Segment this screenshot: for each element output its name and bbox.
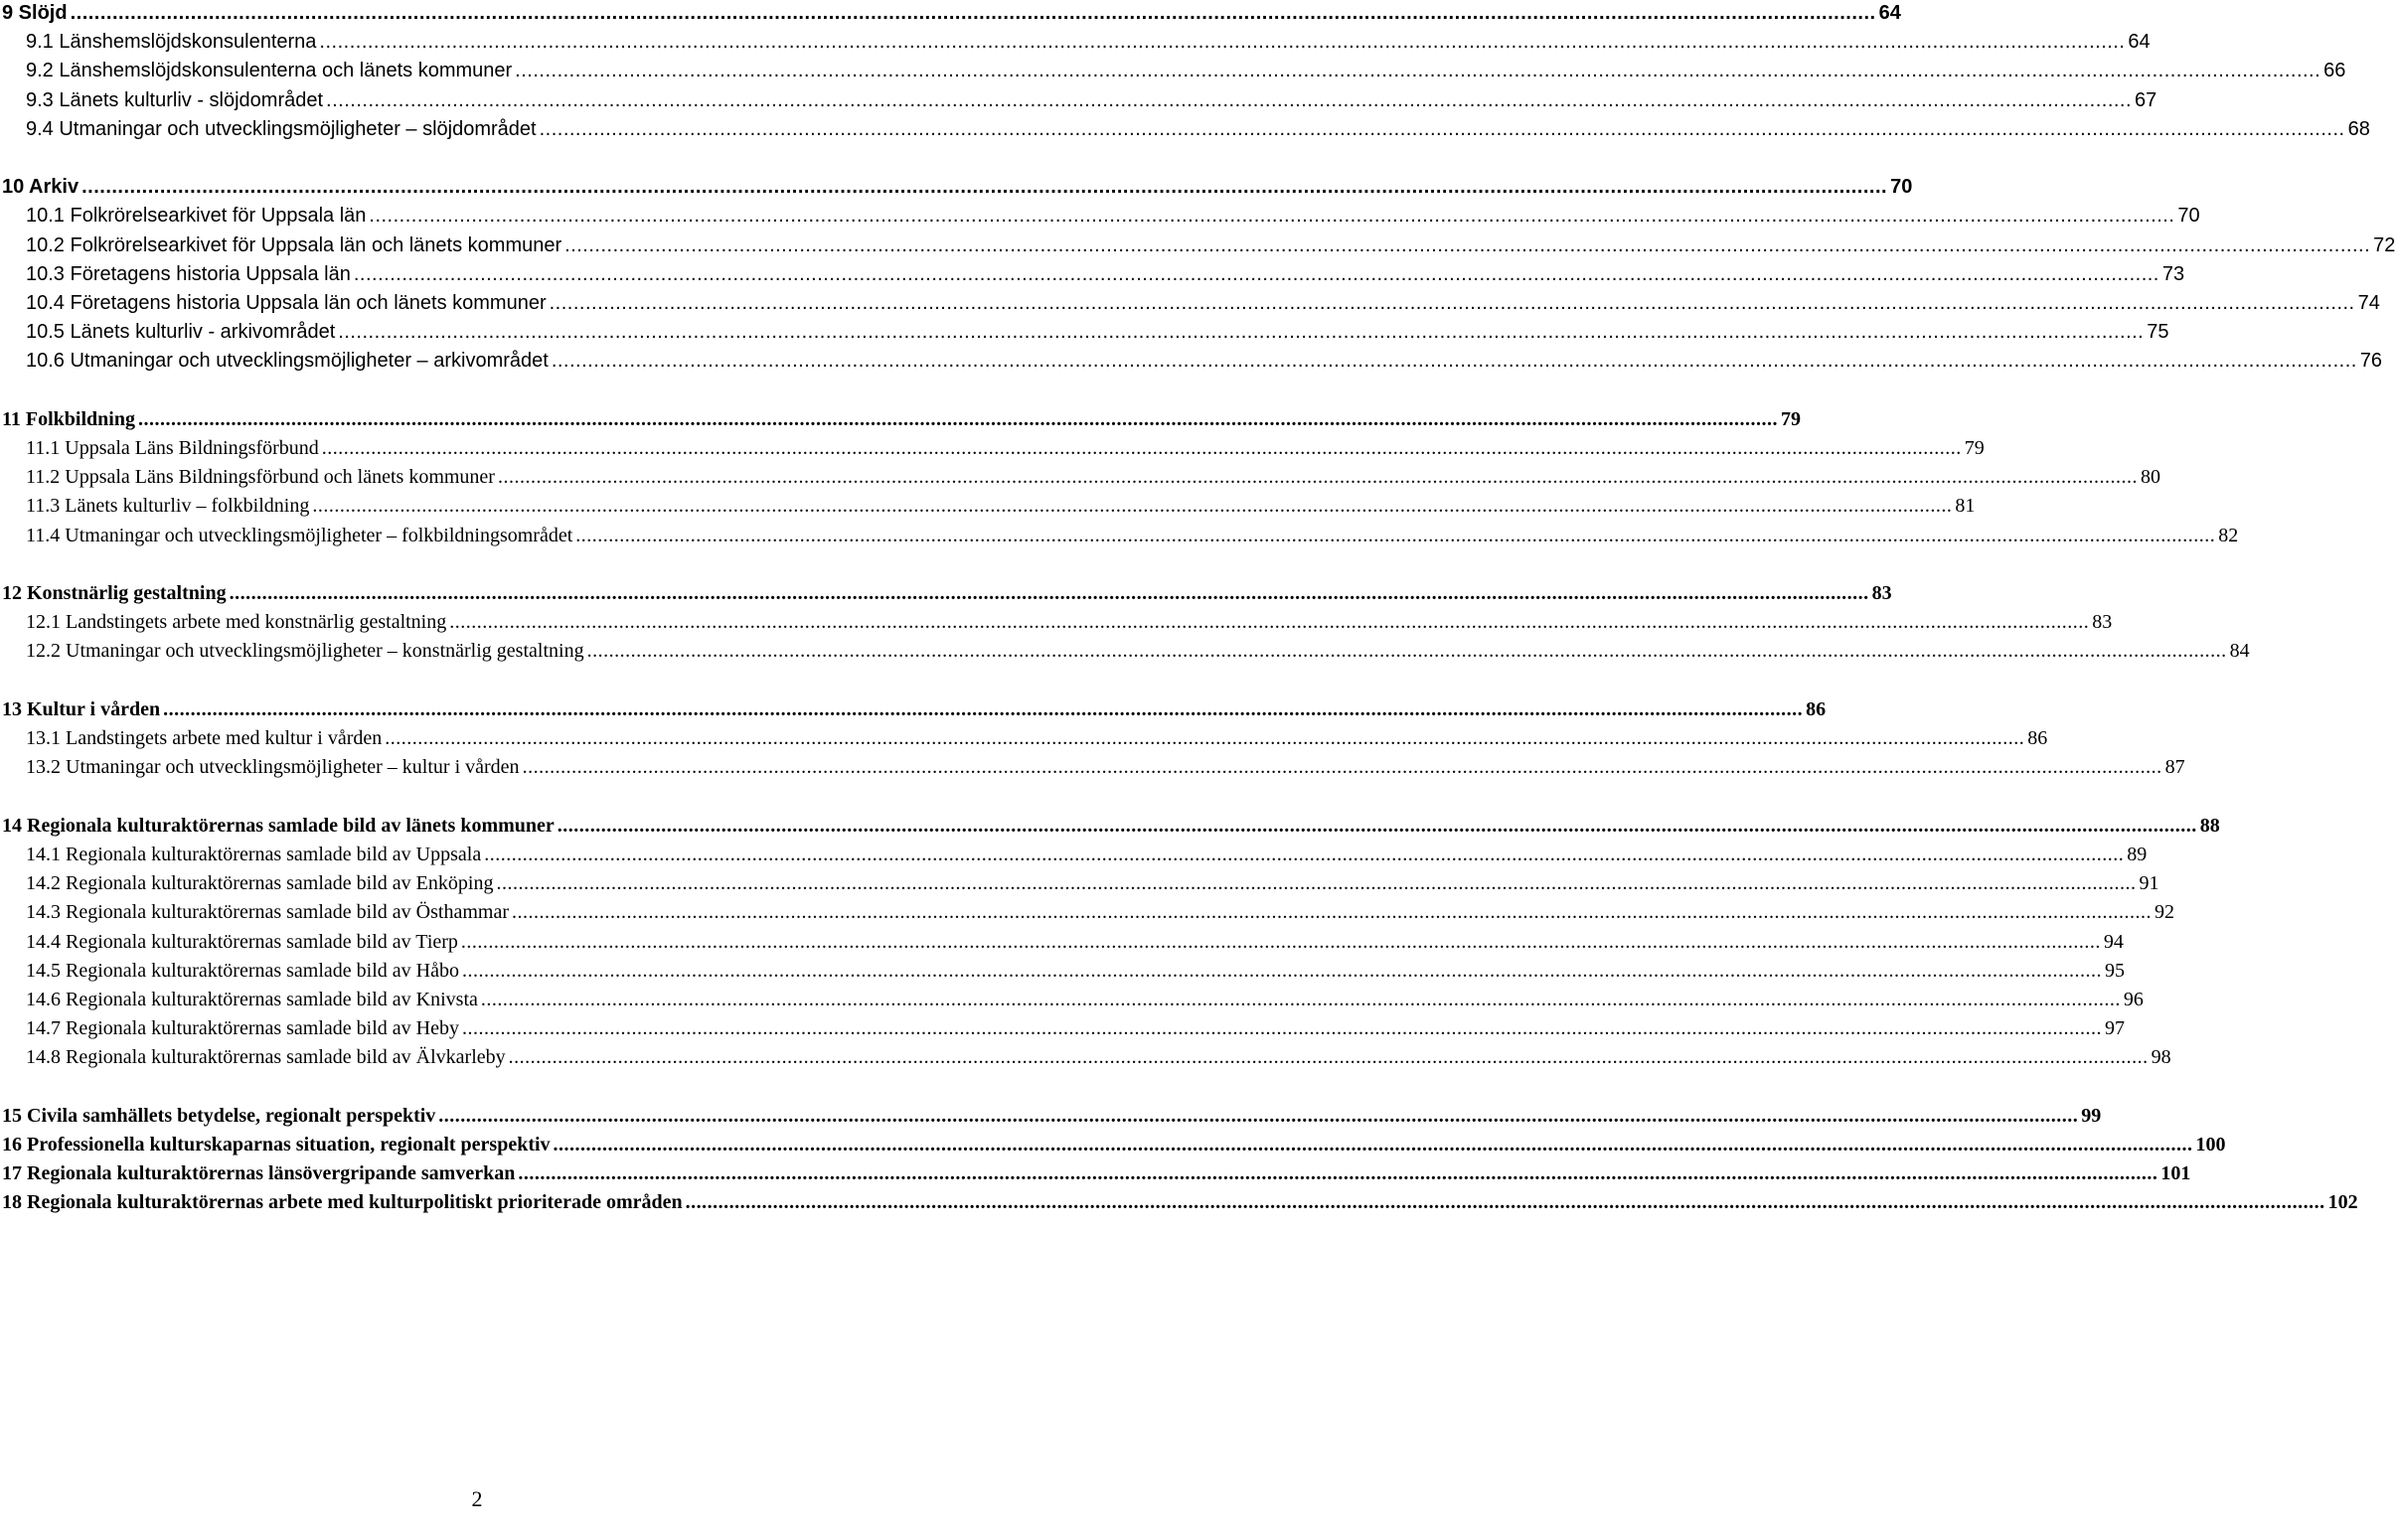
toc-chapter-entry[interactable]	[0, 1189, 2358, 1218]
toc-entry-page: 79	[1964, 437, 1985, 460]
toc-entry-page: 64	[1878, 2, 1901, 24]
toc-section-entry[interactable]	[0, 116, 2370, 145]
toc-dot-leader: ............................................................................................................................................................................................................................................................................................................	[496, 872, 2137, 895]
page-number: 2	[471, 1486, 483, 1511]
toc-dot-leader: ............................................................................................................................................................................................................................................................................................................	[549, 291, 2355, 314]
toc-entry-page: 68	[2347, 117, 2370, 140]
toc-entry-title: 17 Regionala kulturaktörernas länsövergripande samverkan	[2, 1162, 516, 1185]
toc-entry-page: 98	[2151, 1046, 2171, 1069]
toc-section-entry[interactable]	[0, 58, 2346, 86]
toc-dot-leader: ............................................................................................................................................................................................................................................................................................................	[385, 727, 2025, 750]
toc-entry-title: 11.4 Utmaningar och utvecklingsmöjligheter – folkbildningsområdet	[26, 524, 573, 546]
section-gap	[0, 145, 954, 174]
toc-dot-leader: ............................................................................................................................................................................................................................................................................................................	[438, 1104, 2079, 1127]
toc-entry-title: 11.2 Uppsala Läns Bildningsförbund och länets kommuner	[26, 466, 495, 489]
toc-section-entry[interactable]	[0, 290, 2380, 319]
toc-entry-page: 97	[2105, 1017, 2125, 1040]
toc-section-entry[interactable]	[0, 929, 2124, 958]
toc-dot-leader: ............................................................................................................................................................................................................................................................................................................	[539, 117, 2345, 140]
toc-section-entry[interactable]	[0, 899, 2174, 928]
toc-entry-page: 70	[1890, 176, 1913, 199]
toc-section-entry[interactable]	[0, 319, 2169, 348]
toc-entry-page: 70	[2177, 205, 2200, 228]
toc-entry-title: 10.5 Länets kulturliv - arkivområdet	[26, 321, 336, 344]
toc-dot-leader: ............................................................................................................................................................................................................................................................................................................	[137, 407, 1778, 430]
toc-entry-page: 76	[2359, 350, 2383, 373]
toc-dot-leader: ............................................................................................................................................................................................................................................................................................................	[480, 988, 2121, 1010]
toc-entry-title: 12 Konstnärlig gestaltning	[2, 582, 227, 605]
toc-entry-title: 14.1 Regionala kulturaktörernas samlade bild av Uppsala	[26, 843, 482, 865]
toc-entry-page: 88	[2199, 814, 2220, 837]
toc-chapter-entry[interactable]	[0, 174, 1913, 203]
toc-entry-page: 66	[2323, 60, 2346, 82]
toc-entry-page: 87	[2164, 756, 2185, 779]
toc-section-entry[interactable]	[0, 464, 2160, 493]
toc-dot-leader: ............................................................................................................................................................................................................................................................................................................	[522, 756, 2162, 779]
toc-dot-leader: ............................................................................................................................................................................................................................................................................................................	[551, 350, 2357, 373]
toc-dot-leader: ............................................................................................................................................................................................................................................................................................................	[369, 205, 2175, 228]
toc-entry-title: 12.2 Utmaningar och utvecklingsmöjligheter – konstnärlig gestaltning	[26, 640, 584, 663]
toc-section-entry[interactable]	[0, 29, 2151, 58]
toc-dot-leader: ............................................................................................................................................................................................................................................................................................................	[557, 814, 2197, 837]
toc-entry-title: 14.7 Regionala kulturaktörernas samlade bild av Heby	[26, 1017, 459, 1040]
toc-entry-page: 75	[2147, 321, 2169, 344]
toc-dot-leader: ............................................................................................................................................................................................................................................................................................................	[326, 88, 2133, 111]
toc-section-entry[interactable]	[0, 493, 1976, 522]
section-gap	[0, 1073, 954, 1102]
toc-entry-page: 94	[2103, 930, 2124, 953]
toc-chapter-entry[interactable]	[0, 1103, 2102, 1132]
toc-entry-title: 10.3 Företagens historia Uppsala län	[26, 262, 351, 285]
toc-entry-page: 92	[2154, 901, 2174, 924]
toc-entry-page: 74	[2357, 291, 2380, 314]
toc-dot-leader: ............................................................................................................................................................................................................................................................................................................	[518, 1162, 2158, 1185]
toc-section-entry[interactable]	[0, 870, 2159, 899]
toc-section-entry[interactable]	[0, 87, 2157, 116]
toc-chapter-entry[interactable]	[0, 1160, 2191, 1189]
toc-entry-title: 11.3 Länets kulturliv – folkbildning	[26, 495, 310, 518]
toc-entry-page: 73	[2161, 262, 2185, 285]
toc-entry-page: 82	[2218, 524, 2239, 546]
toc-section-entry[interactable]	[0, 203, 2200, 231]
toc-entry-page: 100	[2195, 1133, 2226, 1155]
toc-section-entry[interactable]	[0, 725, 2048, 754]
toc-entry-page: 89	[2127, 843, 2148, 865]
toc-dot-leader: ............................................................................................................................................................................................................................................................................................................	[163, 697, 1804, 720]
toc-dot-leader: ............................................................................................................................................................................................................................................................................................................	[586, 640, 2227, 663]
toc-entry-title: 10 Arkiv	[2, 176, 80, 199]
toc-dot-leader: ............................................................................................................................................................................................................................................................................................................	[462, 1017, 2102, 1040]
toc-section-entry[interactable]	[0, 261, 2185, 290]
toc-section-entry[interactable]	[0, 609, 2113, 638]
toc-entry-page: 101	[2160, 1162, 2191, 1185]
toc-entry-title: 10.1 Folkrörelsearkivet för Uppsala län	[26, 205, 367, 228]
section-gap	[0, 378, 954, 406]
toc-entry-page: 72	[2373, 233, 2395, 256]
toc-entry-title: 13.1 Landstingets arbete med kultur i vården	[26, 727, 383, 750]
toc-section-entry[interactable]	[0, 958, 2125, 987]
toc-entry-title: 14.3 Regionala kulturaktörernas samlade bild av Östhammar	[26, 901, 509, 924]
toc-dot-leader: ............................................................................................................................................................................................................................................................................................................	[338, 321, 2145, 344]
toc-entry-title: 14.6 Regionala kulturaktörernas samlade bild av Knivsta	[26, 988, 478, 1010]
toc-section-entry[interactable]	[0, 523, 2239, 551]
toc-dot-leader: ............................................................................................................................................................................................................................................................................................................	[81, 176, 1888, 199]
toc-entry-title: 18 Regionala kulturaktörernas arbete med kulturpolitiskt prioriterade områden	[2, 1191, 683, 1214]
toc-dot-leader: ............................................................................................................................................................................................................................................................................................................	[553, 1133, 2193, 1155]
toc-dot-leader: ............................................................................................................................................................................................................................................................................................................	[564, 233, 2371, 256]
toc-entry-title: 13.2 Utmaningar och utvecklingsmöjligheter – kultur i vården	[26, 756, 520, 779]
toc-entry-page: 91	[2139, 872, 2159, 895]
toc-entry-title: 14.4 Regionala kulturaktörernas samlade bild av Tierp	[26, 930, 458, 953]
toc-section-entry[interactable]	[0, 638, 2250, 667]
toc-dot-leader: ............................................................................................................................................................................................................................................................................................................	[685, 1191, 2325, 1214]
toc-entry-title: 10.6 Utmaningar och utvecklingsmöjligheter – arkivområdet	[26, 350, 549, 373]
toc-entry-page: 79	[1780, 407, 1801, 430]
toc-section-entry[interactable]	[0, 842, 2148, 870]
toc-entry-page: 96	[2123, 988, 2144, 1010]
toc-entry-page: 86	[2027, 727, 2048, 750]
toc-dot-leader: ............................................................................................................................................................................................................................................................................................................	[460, 930, 2101, 953]
toc-entry-page: 67	[2135, 88, 2157, 111]
section-gap	[0, 551, 954, 580]
toc-dot-leader: ............................................................................................................................................................................................................................................................................................................	[508, 1046, 2149, 1069]
toc-dot-leader: ............................................................................................................................................................................................................................................................................................................	[353, 262, 2159, 285]
toc-chapter-entry[interactable]	[0, 1132, 2226, 1160]
toc-dot-leader: ............................................................................................................................................................................................................................................................................................................	[484, 843, 2125, 865]
toc-dot-leader: ............................................................................................................................................................................................................................................................................................................	[497, 466, 2138, 489]
toc-dot-leader: ............................................................................................................................................................................................................................................................................................................	[515, 60, 2321, 82]
toc-entry-page: 80	[2140, 466, 2160, 489]
toc-entry-title: 14 Regionala kulturaktörernas samlade bild av länets kommuner	[2, 814, 555, 837]
toc-entry-title: 9.2 Länshemslöjdskonsulenterna och länets kommuner	[26, 60, 513, 82]
toc-section-entry[interactable]	[0, 1015, 2125, 1044]
toc-chapter-entry[interactable]	[0, 580, 1892, 609]
toc-section-entry[interactable]	[0, 435, 1985, 464]
toc-entry-page: 95	[2105, 959, 2125, 982]
toc-entry-page: 99	[2081, 1104, 2102, 1127]
toc-dot-leader: ............................................................................................................................................................................................................................................................................................................	[462, 959, 2102, 982]
toc-entry-title: 9 Slöjd	[2, 2, 68, 24]
toc-entry-page: 102	[2327, 1191, 2358, 1214]
toc-entry-title: 10.2 Folkrörelsearkivet för Uppsala län och länets kommuner	[26, 233, 562, 256]
toc-entry-title: 9.4 Utmaningar och utvecklingsmöjligheter – slöjdområdet	[26, 117, 537, 140]
toc-dot-leader: ............................................................................................................................................................................................................................................................................................................	[321, 437, 1962, 460]
toc-entry-title: 14.8 Regionala kulturaktörernas samlade bild av Älvkarleby	[26, 1046, 506, 1069]
toc-entry-page: 86	[1806, 697, 1827, 720]
toc-section-entry[interactable]	[0, 1044, 2171, 1073]
toc-section-entry[interactable]	[0, 754, 2185, 783]
toc-section-entry[interactable]	[0, 348, 2383, 377]
toc-dot-leader: ............................................................................................................................................................................................................................................................................................................	[70, 2, 1876, 24]
section-gap	[0, 668, 954, 696]
toc-dot-leader: ............................................................................................................................................................................................................................................................................................................	[319, 31, 2126, 54]
toc-entry-title: 9.1 Länshemslöjdskonsulenterna	[26, 31, 317, 54]
toc-entry-page: 64	[2128, 31, 2151, 54]
toc-entry-title: 15 Civila samhällets betydelse, regionalt perspektiv	[2, 1104, 436, 1127]
toc-chapter-entry[interactable]	[0, 406, 1801, 435]
toc-entry-title: 13 Kultur i vården	[2, 697, 161, 720]
toc-section-entry[interactable]	[0, 232, 2395, 261]
toc-chapter-entry[interactable]	[0, 696, 1827, 725]
toc-entry-page: 83	[2092, 611, 2113, 634]
toc-entry-title: 16 Professionella kulturskaparnas situation, regionalt perspektiv	[2, 1133, 551, 1155]
toc-dot-leader: ............................................................................................................................................................................................................................................................................................................	[312, 495, 1953, 518]
toc-entry-title: 10.4 Företagens historia Uppsala län och länets kommuner	[26, 291, 547, 314]
toc-dot-leader: ............................................................................................................................................................................................................................................................................................................	[511, 901, 2152, 924]
toc-chapter-entry[interactable]	[0, 0, 1901, 29]
toc-entry-page: 81	[1955, 495, 1976, 518]
toc-entry-title: 9.3 Länets kulturliv - slöjdområdet	[26, 88, 324, 111]
toc-entry-title: 11.1 Uppsala Läns Bildningsförbund	[26, 437, 319, 460]
toc-section-entry[interactable]	[0, 987, 2144, 1015]
toc-entry-title: 11 Folkbildning	[2, 407, 135, 430]
toc-dot-leader: ............................................................................................................................................................................................................................................................................................................	[229, 582, 1869, 605]
toc-entry-title: 14.5 Regionala kulturaktörernas samlade bild av Håbo	[26, 959, 459, 982]
toc-entry-title: 14.2 Regionala kulturaktörernas samlade bild av Enköping	[26, 872, 494, 895]
section-gap	[0, 784, 954, 813]
toc-entry-title: 12.1 Landstingets arbete med konstnärlig gestaltning	[26, 611, 447, 634]
toc-entry-page: 83	[1871, 582, 1892, 605]
toc-chapter-entry[interactable]	[0, 813, 2220, 842]
toc-dot-leader: ............................................................................................................................................................................................................................................................................................................	[449, 611, 2090, 634]
toc-dot-leader: ............................................................................................................................................................................................................................................................................................................	[575, 524, 2216, 546]
toc-entry-page: 84	[2229, 640, 2250, 663]
